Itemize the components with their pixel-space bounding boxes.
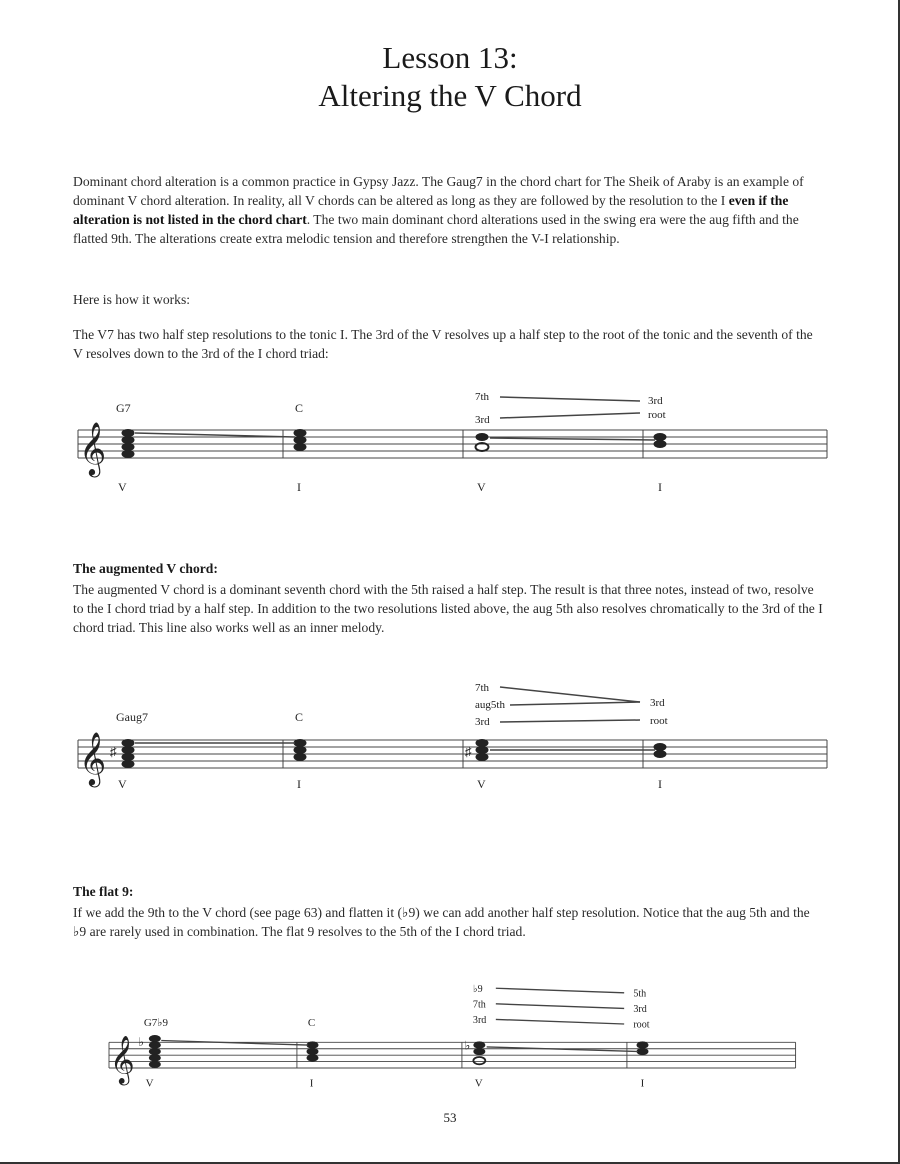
g7b9-chord-notes	[149, 1035, 161, 1068]
chord-name-v: Gaug7	[116, 710, 148, 724]
roman-numeral: V	[118, 480, 127, 494]
roman-numeral: I	[297, 777, 301, 790]
chord-name-v: G7	[116, 401, 131, 415]
augmented-heading: The augmented V chord:	[73, 561, 218, 576]
example-3-staff	[70, 980, 830, 1090]
annotation-right-2: root	[650, 715, 668, 727]
page-title-line-1: Lesson 13:	[382, 40, 518, 75]
example-1-staff	[70, 385, 830, 495]
chord-name-i: C	[307, 1016, 316, 1029]
annotation-left-2: aug5th	[475, 699, 505, 711]
intro-text-end: . The two main dominant chord alterations used in the swing era were the aug fifth and the flatted 9th. The alterations create extra melodic tension and therefore strengthen the V-I relationship.	[73, 212, 799, 246]
annotation-left-2: 3rd	[475, 414, 490, 426]
v7-resolution-text: The V7 has two half step resolutions to the tonic I. The 3rd of the V resolves up a half step to the root of the tonic and the seventh of the V resolves down to the 3rd of the I chord triad:	[73, 327, 813, 361]
flat-icon: ♭	[138, 1035, 144, 1049]
intro-paragraph	[73, 172, 825, 248]
roman-numeral: I	[640, 1077, 645, 1090]
treble-clef-icon: 𝄞	[109, 1036, 135, 1084]
v-voicing-notes	[473, 1041, 485, 1064]
c-chord-notes	[294, 739, 307, 761]
roman-numeral: I	[297, 480, 301, 494]
annotation-right-1: 3rd	[648, 395, 663, 407]
how-it-works-text: Here is how it works:	[73, 292, 191, 307]
annotation-right-1: 5th	[633, 988, 647, 1000]
intro-bold-text: even if the alteration is not listed in the chord chart	[73, 193, 789, 227]
page-number: 53	[443, 1110, 457, 1125]
sharp-icon: ♯	[465, 744, 472, 759]
roman-numeral: I	[658, 480, 662, 494]
annotation-left-1: 7th	[475, 391, 490, 403]
roman-numeral: I	[309, 1077, 314, 1090]
annotation-left-3: 3rd	[472, 1015, 487, 1027]
c-chord-notes	[294, 429, 307, 451]
v-voicing-notes	[476, 433, 489, 451]
v-voicing-notes	[476, 739, 489, 761]
annotation-left-3: 3rd	[475, 716, 490, 728]
annotation-right-3: root	[633, 1019, 650, 1031]
roman-numeral: V	[474, 1077, 483, 1090]
intro-text-start: Dominant chord alteration is a common practice in Gypsy Jazz. The Gaug7 in the chord chart for The Sheik of Araby is an example of dominant V chord alteration. In reality, all V chords can be altered as long as they are followed by the resolution to the I	[73, 174, 804, 208]
example-2-staff	[70, 680, 830, 790]
roman-numeral: V	[118, 777, 127, 790]
annotation-right-1: 3rd	[650, 697, 665, 709]
roman-numeral: V	[477, 777, 486, 790]
treble-clef-icon: 𝄞	[79, 423, 107, 474]
chord-name-v: G7♭9	[143, 1016, 168, 1029]
page-title-line-2: Altering the V Chord	[318, 78, 582, 113]
chord-name-i: C	[295, 710, 304, 724]
flat9-heading: The flat 9:	[73, 884, 134, 899]
i-voicing-notes	[637, 1041, 649, 1055]
annotation-right-2: 3rd	[633, 1004, 647, 1016]
i-voicing-notes	[654, 743, 667, 758]
treble-clef-icon: 𝄞	[79, 733, 107, 784]
annotation-left-2: 7th	[472, 999, 486, 1011]
augmented-text: The augmented V chord is a dominant seventh chord with the 5th raised a half step. The result is that three notes, instead of two, resolve to the I chord triad by a half step. In addition to the two resolutions listed above, the aug 5th also resolves chromatically to the 3rd of the I chord triad. This line also works well as an inner melody.	[73, 582, 823, 635]
i-voicing-notes	[654, 433, 667, 448]
flat-icon: ♭	[464, 1038, 471, 1053]
c-chord-notes	[307, 1041, 319, 1061]
chord-name-i: C	[295, 401, 304, 415]
roman-numeral: V	[477, 480, 486, 494]
sharp-icon: ♯	[110, 744, 117, 759]
flat9-text: If we add the 9th to the V chord (see page 63) and flatten it (♭9) we can add another half step resolution. Notice that the aug 5th and the ♭9 are rarely used in combination. The flat 9 resolves to the 5th of the I chord triad.	[73, 905, 810, 939]
annotation-right-2: root	[648, 409, 666, 421]
annotation-left-1: 7th	[475, 682, 490, 694]
roman-numeral: I	[658, 777, 662, 790]
annotation-left-1: ♭9	[472, 983, 483, 995]
roman-numeral: V	[145, 1077, 154, 1090]
